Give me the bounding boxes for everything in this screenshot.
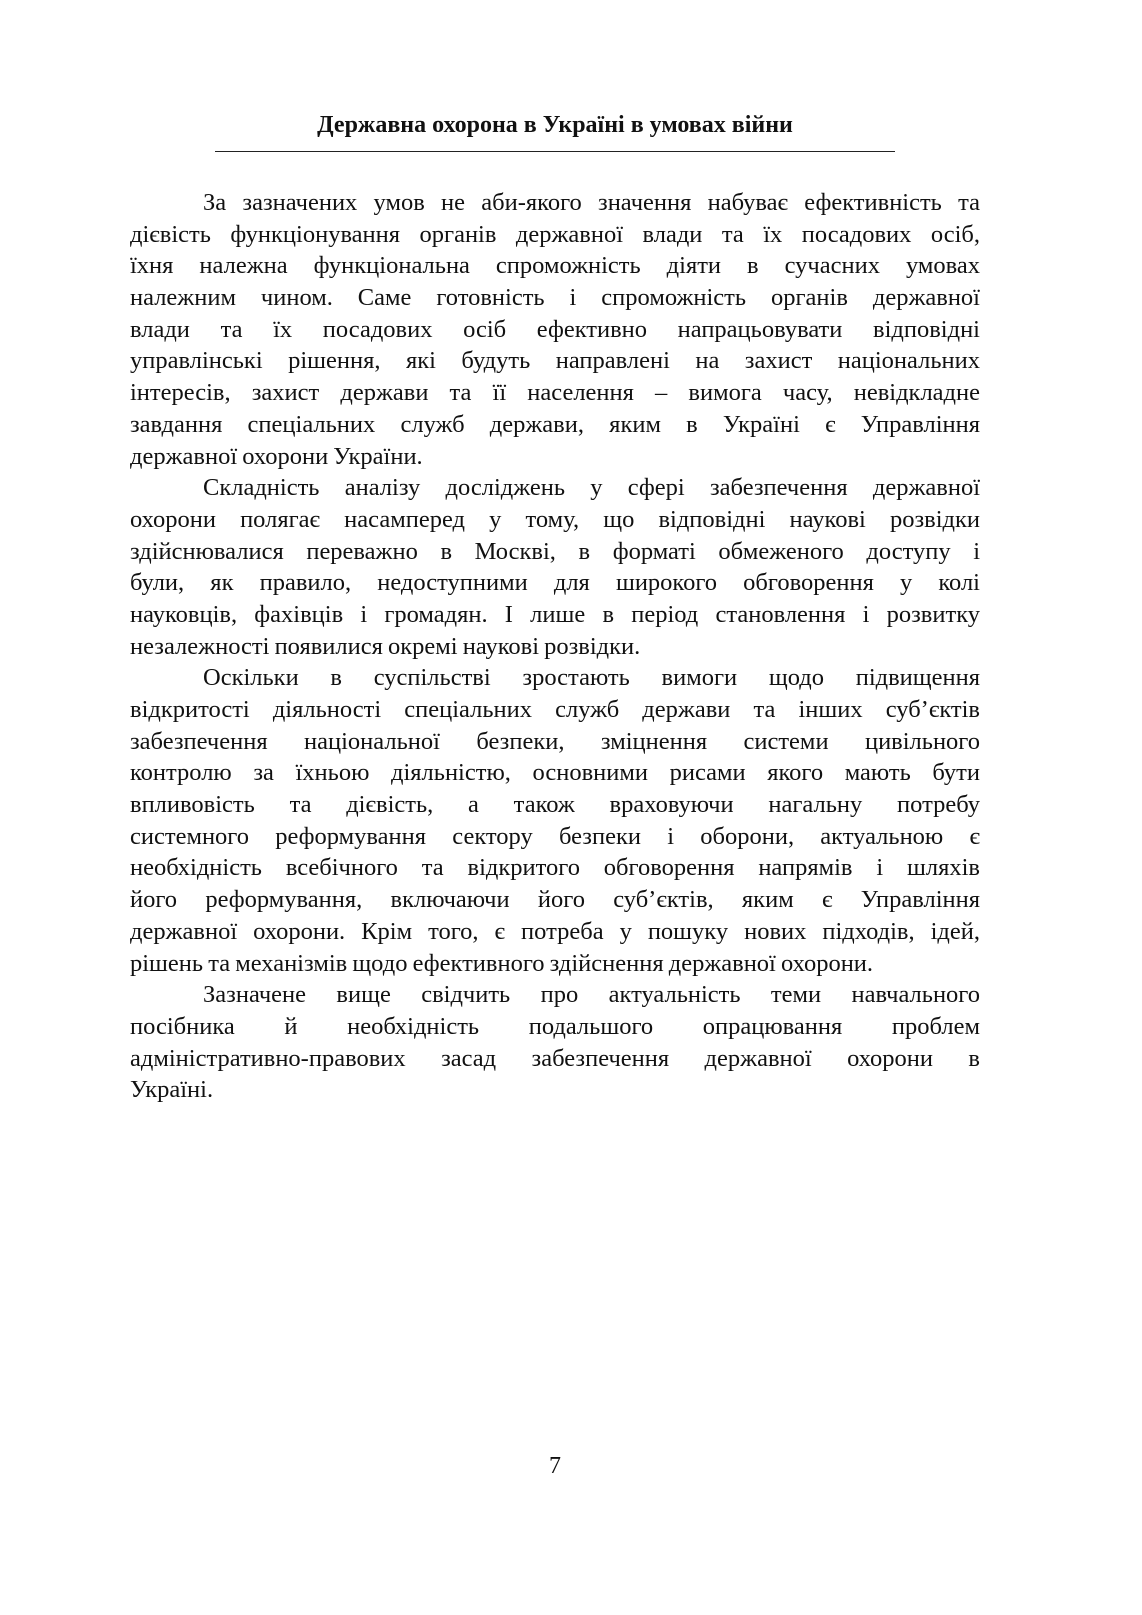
text-line: охорони полягає насамперед у тому, що відповідні наукові розвідки [130,505,980,533]
text-line: управлінські рішення, які будуть направлені на захист національних [130,347,980,375]
text-line: належним чином. Саме готовність і спроможність органів державної [130,284,980,312]
text-line: системного реформування сектору безпеки і оборони, актуальною є [130,822,980,850]
text-line: здійснювалися переважно в Москві, в форматі обмеженого доступу і [130,537,980,565]
text-line: дієвість функціонування органів державної влади та їх посадових осіб, [130,220,980,248]
text-line: За зазначених умов не аби-якого значення набуває ефективність та [203,189,980,216]
text-line: відкритості діяльності спеціальних служб держави та інших суб’єктів [130,696,980,723]
paragraph [130,187,980,472]
text-line: Оскільки в суспільстві зростають вимоги щодо підвищення [203,664,980,692]
text-line: Україні. [130,1076,214,1104]
paragraph [130,979,980,1106]
text-line: влади та їх посадових осіб ефективно напрацьовувати відповідні [130,315,980,343]
text-line: впливовість та дієвість, а також враховуючи нагальну потребу [130,791,980,819]
document-body [130,187,980,1106]
text-line: науковців, фахівців і громадян. І лише в період становлення і розвитку [130,600,980,628]
text-line: інтересів, захист держави та її населення – вимога часу, невідкладне [130,379,980,407]
text-line: необхідність всебічного та відкритого обговорення напрямів і шляхів [130,854,980,882]
text-line: його реформування, включаючи його суб’єктів, яким є Управління [130,886,980,914]
text-line: контролю за їхньою діяльністю, основними рисами якого мають бути [130,759,980,787]
page-number: 7 [549,1453,561,1479]
text-line: забезпечення національної безпеки, зміцнення системи цивільного [130,727,980,755]
paragraph [130,662,980,979]
text-line: їхня належна функціональна спроможність діяти в сучасних умовах [130,252,980,280]
text-line: адміністративно-правових засад забезпечення державної охорони в [130,1044,980,1072]
text-line: завдання спеціальних служб держави, яким в Україні є Управління [130,410,980,438]
text-line: Зазначене вище свідчить про актуальність теми навчального [203,981,980,1009]
text-line: були, як правило, недоступними для широкого обговорення у колі [130,569,980,597]
text-line: Складність аналізу досліджень у сфері забезпечення державної [203,474,980,502]
text-line: рішень та механізмів щодо ефективного здійснення державної охорони. [130,949,874,977]
text-line: державної охорони України. [130,442,423,470]
header-rule [215,151,895,152]
running-header-title: Державна охорона в Україні в умовах війни [317,112,793,138]
text-line: посібника й необхідність подальшого опрацювання проблем [130,1012,980,1040]
paragraph [130,472,980,662]
text-line: державної охорони. Крім того, є потреба у пошуку нових підходів, ідей, [130,917,980,945]
text-line: незалежності появилися окремі наукові розвідки. [130,632,641,660]
